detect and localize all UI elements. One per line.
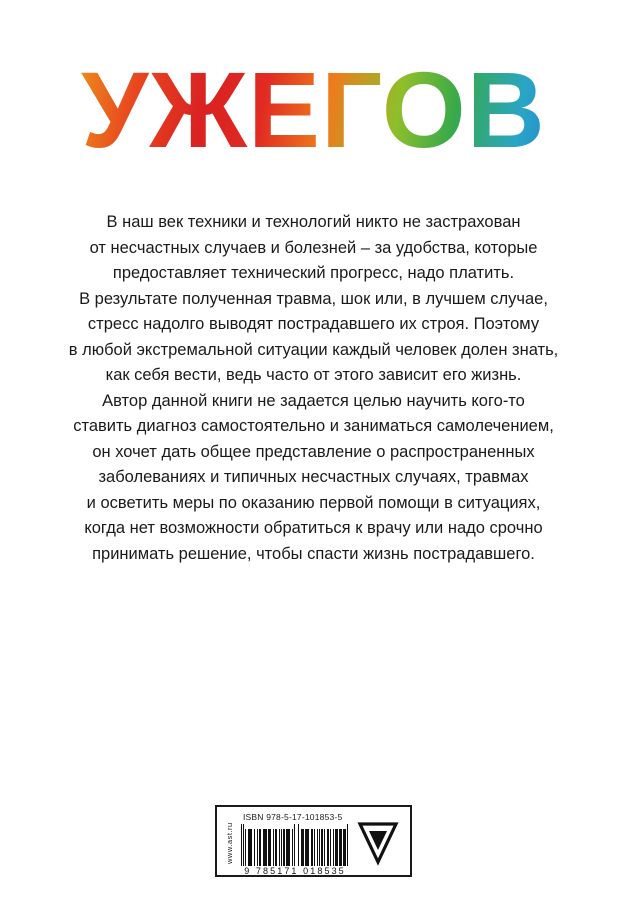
blurb-line: В наш век техники и технологий никто не застрахован <box>106 213 521 231</box>
barcode-digits: 9 785171 018535 <box>244 866 346 876</box>
blurb-line: Автор данной книги не задается целью научить кого-то <box>102 391 525 410</box>
blurb-line: В результате полученная травма, шок или, в лучшем случае, <box>79 289 548 308</box>
blurb-line: принимать решение, чтобы спасти жизнь пострадавшего. <box>92 544 535 563</box>
blurb-line: от несчастных случаев и болезней – за удобства, которые <box>89 238 538 257</box>
isbn-text: ISBN 978-5-17-101853-5 <box>243 812 343 822</box>
blurb-line: предоставляет технический прогресс, надо платить. <box>112 264 515 282</box>
barcode-bars <box>241 824 349 866</box>
ast-logo-icon <box>356 820 400 866</box>
book-title: УЖЕГОВ <box>0 48 627 172</box>
blurb-line: как себя вести, ведь часто от этого зависит его жизнь. <box>105 366 522 384</box>
blurb-line: ставить диагноз самостоятельно и заниматься самолечением, <box>73 417 554 435</box>
blurb-line: он хочет дать общее представление о распространенных <box>92 442 535 461</box>
publisher-website-vertical: www.ast.ru <box>225 822 234 864</box>
blurb-line: и осветить меры по оказанию первой помощи в ситуациях, <box>86 493 541 512</box>
blurb-line: в любой экстремальной ситуации каждый человек долен знать, <box>68 340 559 359</box>
blurb-line: стресс надолго выводят пострадавшего их строя. Поэтому <box>87 315 540 333</box>
blurb-text <box>40 210 587 567</box>
blurb-line: заболеваниях и типичных несчастных случаях, травмах <box>98 468 529 486</box>
barcode-block <box>215 805 412 877</box>
blurb-line: когда нет возможности обратиться к врачу или надо срочно <box>84 519 543 537</box>
